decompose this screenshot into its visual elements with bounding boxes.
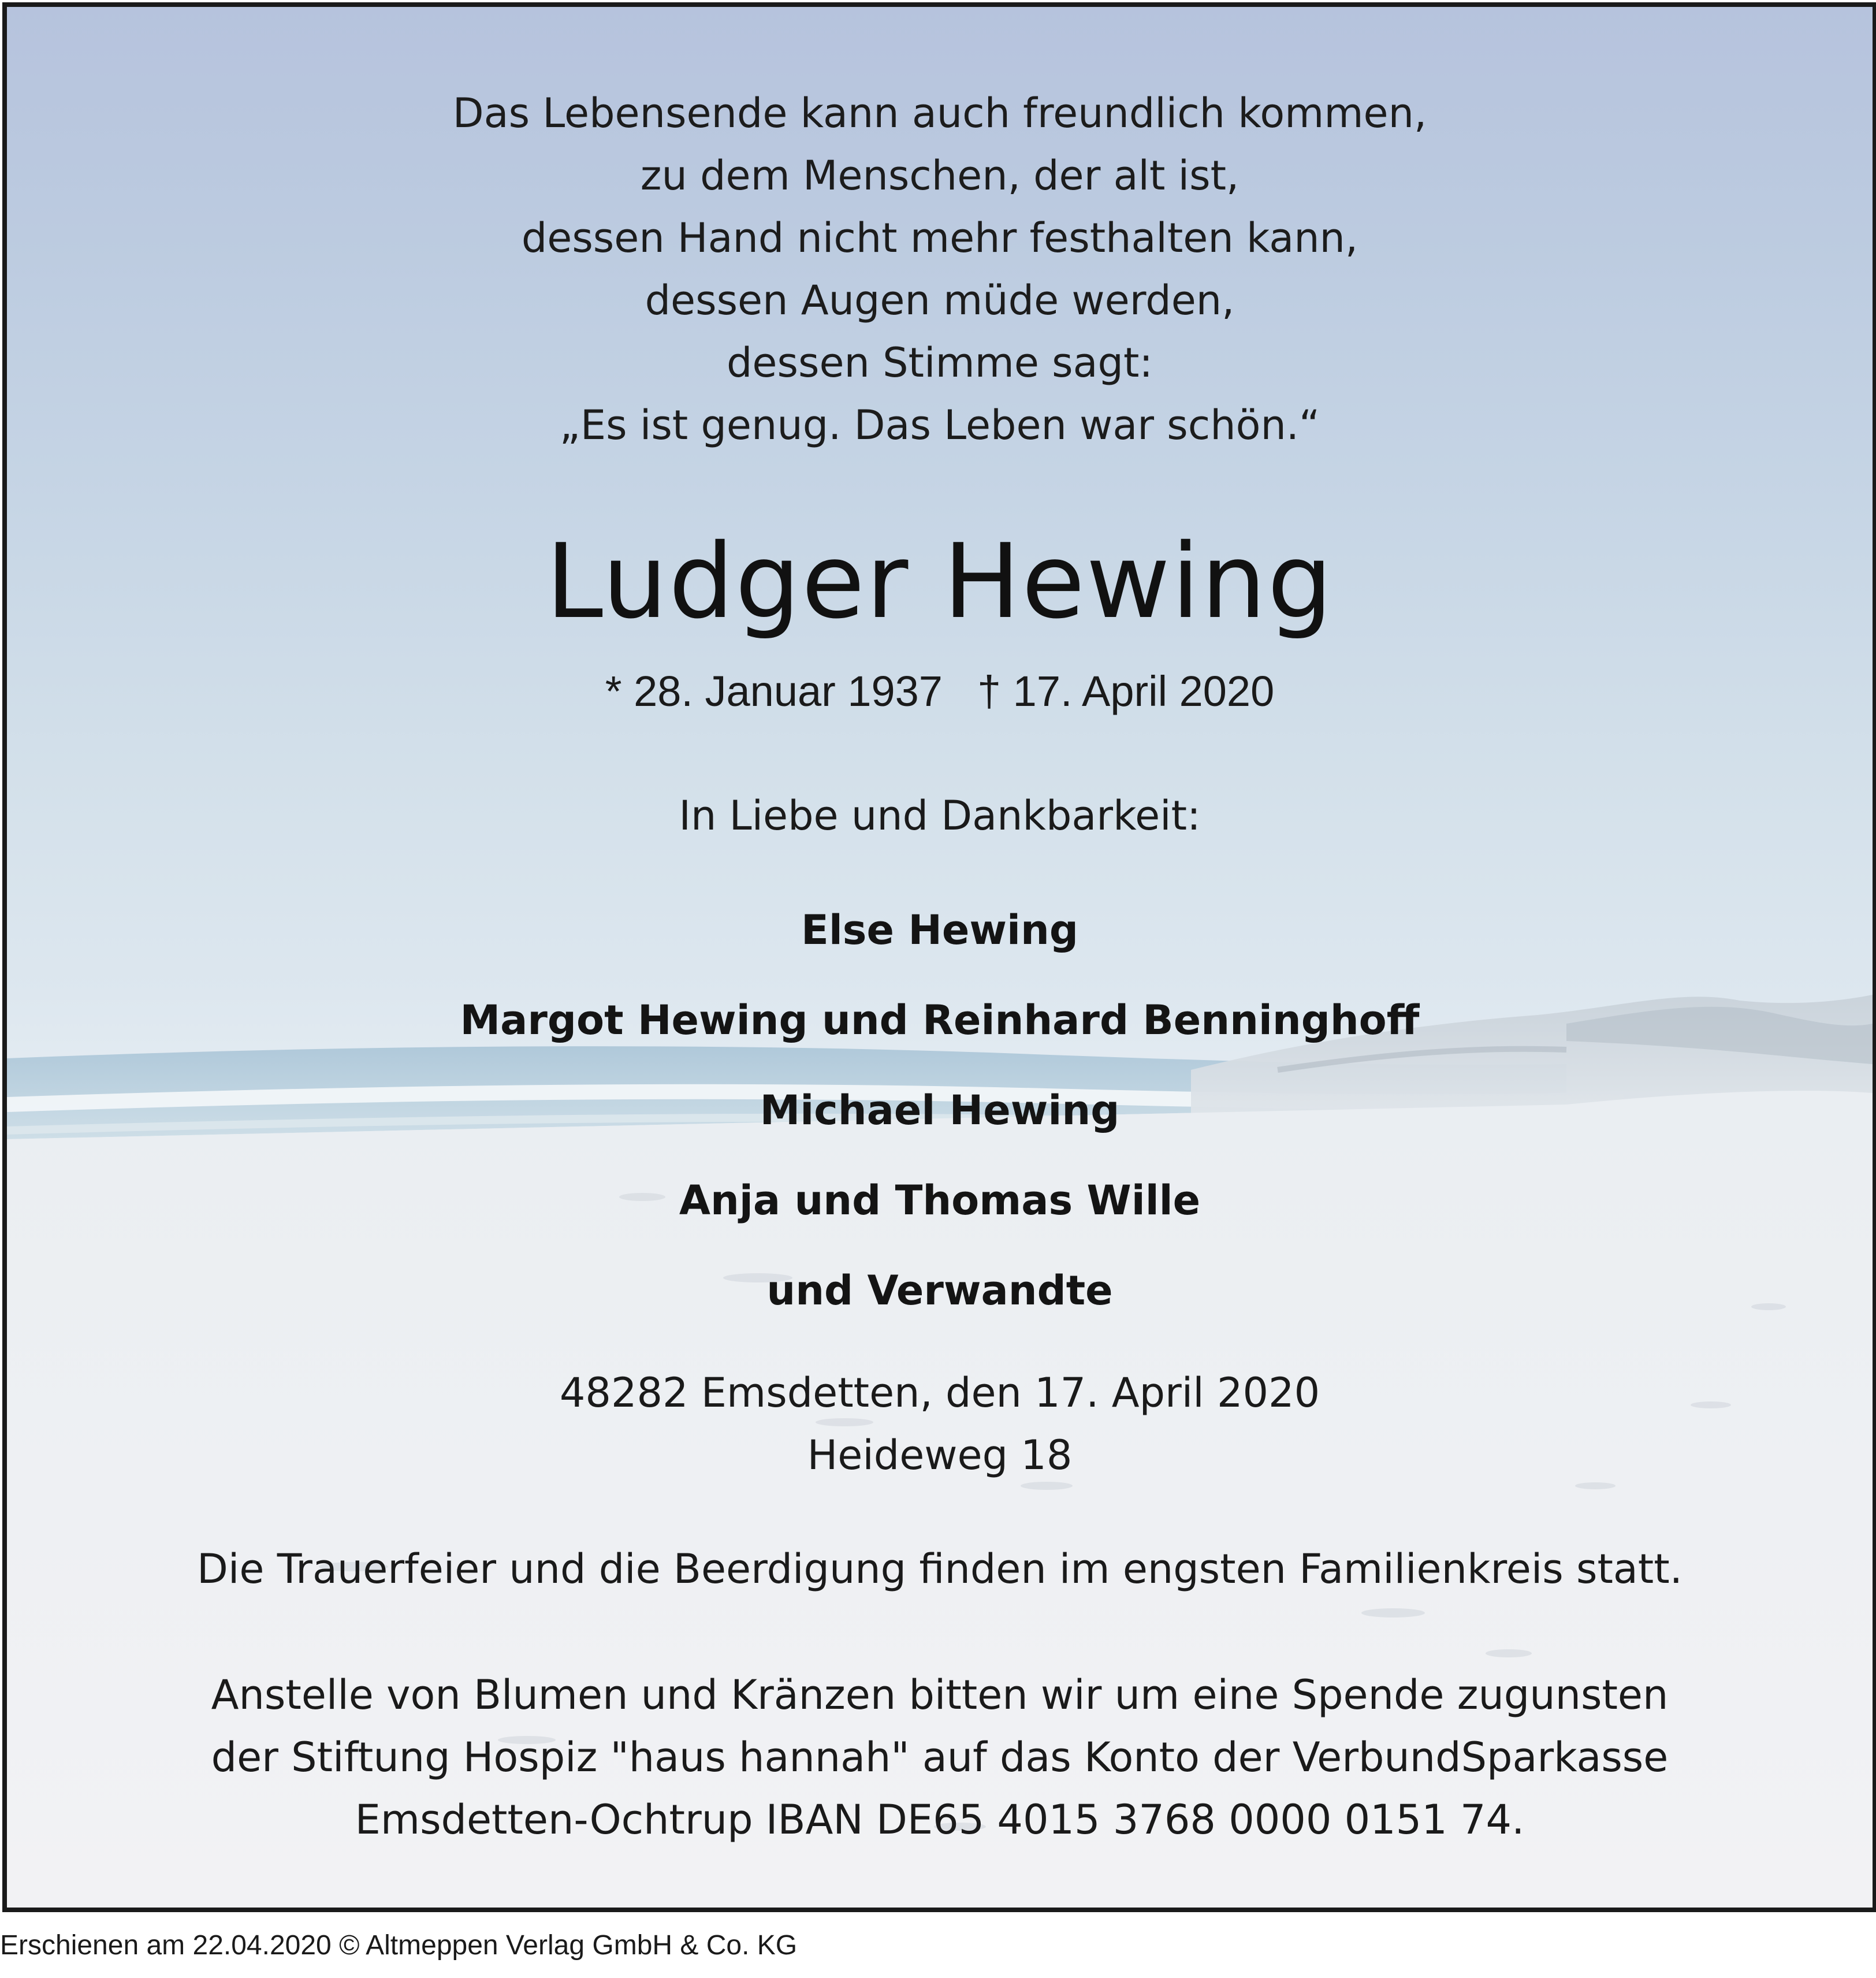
deceased-name: Ludger Hewing	[545, 522, 1334, 641]
obituary-card	[2, 2, 1876, 1912]
dedication-text: In Liebe und Dankbarkeit:	[679, 792, 1201, 839]
poem-line: dessen Augen müde werden,	[645, 277, 1235, 324]
mourner-name: und Verwandte	[766, 1267, 1113, 1314]
address-block	[7, 1362, 1873, 1486]
life-dates	[7, 663, 1873, 720]
poem-line: Das Lebensende kann auch freundlich kommen,	[452, 90, 1427, 137]
mourner-name: Anja und Thomas Wille	[679, 1177, 1201, 1224]
donation-line: der Stiftung Hospiz "haus hannah" auf das Konto der VerbundSparkasse	[211, 1734, 1669, 1781]
death-date: † 17. April 2020	[977, 667, 1275, 715]
funeral-notice: Die Trauerfeier und die Beerdigung finden im engsten Familienkreis statt.	[197, 1545, 1683, 1593]
poem-line: dessen Stimme sagt:	[727, 339, 1153, 386]
mourner-name: Else Hewing	[801, 906, 1078, 954]
mourner-name: Margot Hewing und Reinhard Benninghoff	[460, 997, 1420, 1044]
address-line: 48282 Emsdetten, den 17. April 2020	[559, 1369, 1320, 1416]
donation-line: Anstelle von Blumen und Kränzen bitten wir um eine Spende zugunsten	[211, 1671, 1669, 1719]
poem	[7, 82, 1873, 456]
donation-request	[7, 1664, 1873, 1851]
poem-line: „Es ist genug. Das Leben war schön.“	[559, 401, 1320, 449]
donation-line: Emsdetten-Ochtrup IBAN DE65 4015 3768 0000 0151 74.	[355, 1796, 1525, 1843]
address-line: Heideweg 18	[807, 1432, 1073, 1479]
poem-line: dessen Hand nicht mehr festhalten kann,	[521, 214, 1358, 262]
publication-footer: Erschienen am 22.04.2020 © Altmeppen Verlag GmbH & Co. KG	[0, 1930, 798, 1961]
mourner-name: Michael Hewing	[760, 1087, 1120, 1134]
obituary-content	[7, 7, 1873, 1908]
mourners-list	[7, 885, 1873, 1336]
poem-line: zu dem Menschen, der alt ist,	[640, 152, 1240, 199]
birth-date: * 28. Januar 1937	[605, 667, 943, 715]
